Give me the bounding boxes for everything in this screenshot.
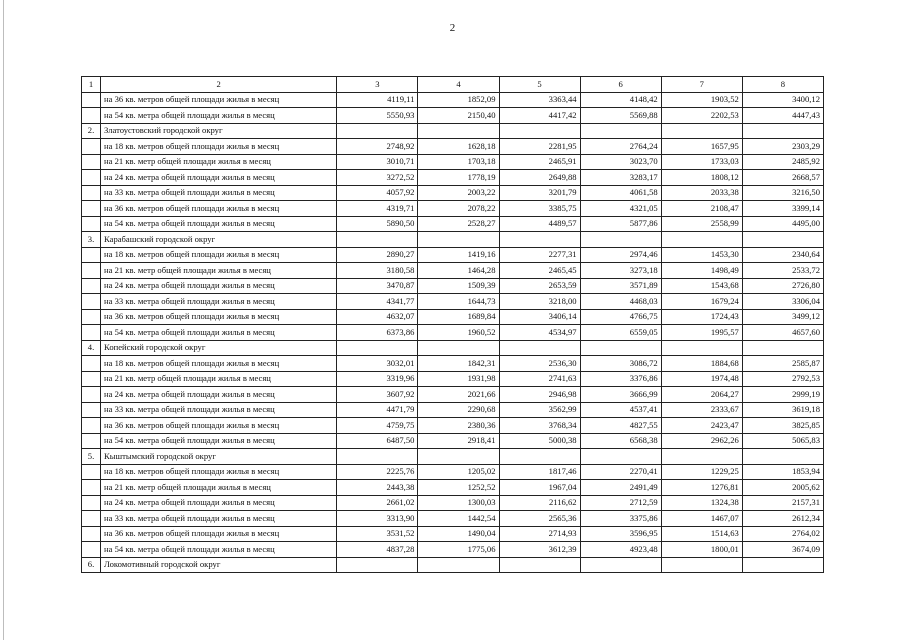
empty-cell: [742, 340, 823, 356]
empty-cell: [82, 464, 101, 480]
table-row: [82, 464, 824, 480]
header-cell: 1: [82, 77, 101, 93]
value-cell: 4119,11: [337, 92, 418, 108]
table-row: [82, 356, 824, 372]
value-cell: 4061,58: [580, 185, 661, 201]
value-cell: 2225,76: [337, 464, 418, 480]
header-cell: 7: [661, 77, 742, 93]
section-index: 3.: [82, 232, 101, 248]
value-cell: 4632,07: [337, 309, 418, 325]
empty-cell: [418, 557, 499, 573]
empty-cell: [82, 139, 101, 155]
value-cell: 2661,02: [337, 495, 418, 511]
value-cell: 1252,52: [418, 480, 499, 496]
value-cell: 2946,98: [499, 387, 580, 403]
empty-cell: [580, 449, 661, 465]
value-cell: 1852,09: [418, 92, 499, 108]
table-row: [82, 309, 824, 325]
value-cell: 1205,02: [418, 464, 499, 480]
value-cell: 2918,41: [418, 433, 499, 449]
section-row: [82, 232, 824, 248]
empty-cell: [418, 340, 499, 356]
value-cell: 3216,50: [742, 185, 823, 201]
tariff-table-body: [82, 77, 824, 573]
value-cell: 2585,87: [742, 356, 823, 372]
value-cell: 4766,75: [580, 309, 661, 325]
empty-cell: [580, 123, 661, 139]
value-cell: 1657,95: [661, 139, 742, 155]
row-label: на 18 кв. метров общей площади жилья в месяц: [101, 464, 337, 480]
value-cell: 1514,63: [661, 526, 742, 542]
section-index: 5.: [82, 449, 101, 465]
section-title: Златоустовский городской округ: [101, 123, 337, 139]
value-cell: 2202,53: [661, 108, 742, 124]
section-index: 4.: [82, 340, 101, 356]
value-cell: 1300,03: [418, 495, 499, 511]
empty-cell: [499, 340, 580, 356]
row-label: на 21 кв. метр общей площади жилья в месяц: [101, 263, 337, 279]
value-cell: 2668,57: [742, 170, 823, 186]
table-row: [82, 92, 824, 108]
section-title: Карабашский городской округ: [101, 232, 337, 248]
value-cell: 3562,99: [499, 402, 580, 418]
value-cell: 2333,67: [661, 402, 742, 418]
value-cell: 2890,27: [337, 247, 418, 263]
empty-cell: [742, 232, 823, 248]
empty-cell: [418, 123, 499, 139]
value-cell: 1229,25: [661, 464, 742, 480]
value-cell: 3376,86: [580, 371, 661, 387]
empty-cell: [82, 247, 101, 263]
value-cell: 4923,48: [580, 542, 661, 558]
value-cell: 2741,63: [499, 371, 580, 387]
value-cell: 1960,52: [418, 325, 499, 341]
value-cell: 5890,50: [337, 216, 418, 232]
header-cell: 6: [580, 77, 661, 93]
value-cell: 1543,68: [661, 278, 742, 294]
row-label: на 21 кв. метр общей площади жилья в месяц: [101, 371, 337, 387]
value-cell: 1419,16: [418, 247, 499, 263]
row-label: на 54 кв. метра общей площади жилья в месяц: [101, 433, 337, 449]
value-cell: 1903,52: [661, 92, 742, 108]
value-cell: 4489,57: [499, 216, 580, 232]
value-cell: 1324,38: [661, 495, 742, 511]
empty-cell: [82, 309, 101, 325]
empty-cell: [661, 557, 742, 573]
value-cell: 3086,72: [580, 356, 661, 372]
value-cell: 2157,31: [742, 495, 823, 511]
value-cell: 3375,86: [580, 511, 661, 527]
value-cell: 2999,19: [742, 387, 823, 403]
table-row: [82, 433, 824, 449]
empty-cell: [661, 232, 742, 248]
value-cell: 4417,42: [499, 108, 580, 124]
value-cell: 4341,77: [337, 294, 418, 310]
empty-cell: [82, 402, 101, 418]
value-cell: 4495,00: [742, 216, 823, 232]
empty-cell: [661, 340, 742, 356]
value-cell: 4537,41: [580, 402, 661, 418]
row-label: на 54 кв. метра общей площади жилья в месяц: [101, 325, 337, 341]
table-row: [82, 402, 824, 418]
empty-cell: [580, 340, 661, 356]
value-cell: 3499,12: [742, 309, 823, 325]
value-cell: 3531,52: [337, 526, 418, 542]
section-title: Кыштымский городской округ: [101, 449, 337, 465]
empty-cell: [418, 449, 499, 465]
value-cell: 2465,45: [499, 263, 580, 279]
value-cell: 1276,81: [661, 480, 742, 496]
row-label: на 18 кв. метров общей площади жилья в месяц: [101, 356, 337, 372]
value-cell: 2108,47: [661, 201, 742, 217]
value-cell: 2653,59: [499, 278, 580, 294]
value-cell: 3768,34: [499, 418, 580, 434]
empty-cell: [82, 294, 101, 310]
value-cell: 2558,99: [661, 216, 742, 232]
empty-cell: [82, 108, 101, 124]
table-row: [82, 201, 824, 217]
empty-cell: [82, 526, 101, 542]
empty-cell: [499, 449, 580, 465]
value-cell: 2380,36: [418, 418, 499, 434]
value-cell: 3571,89: [580, 278, 661, 294]
empty-cell: [82, 356, 101, 372]
section-row: [82, 340, 824, 356]
value-cell: 1490,04: [418, 526, 499, 542]
value-cell: 6559,05: [580, 325, 661, 341]
empty-cell: [499, 557, 580, 573]
value-cell: 4319,71: [337, 201, 418, 217]
empty-cell: [82, 542, 101, 558]
empty-cell: [82, 480, 101, 496]
value-cell: 4471,79: [337, 402, 418, 418]
empty-cell: [82, 201, 101, 217]
value-cell: 1464,28: [418, 263, 499, 279]
section-index: 6.: [82, 557, 101, 573]
empty-cell: [337, 449, 418, 465]
value-cell: 4148,42: [580, 92, 661, 108]
table-row: [82, 526, 824, 542]
value-cell: 2005,62: [742, 480, 823, 496]
empty-cell: [499, 232, 580, 248]
table-row: [82, 325, 824, 341]
table-header-row: [82, 77, 824, 93]
row-label: на 36 кв. метров общей площади жилья в месяц: [101, 309, 337, 325]
value-cell: 1689,84: [418, 309, 499, 325]
value-cell: 1733,03: [661, 154, 742, 170]
value-cell: 2465,91: [499, 154, 580, 170]
empty-cell: [82, 92, 101, 108]
value-cell: 2726,80: [742, 278, 823, 294]
value-cell: 1800,01: [661, 542, 742, 558]
value-cell: 3283,17: [580, 170, 661, 186]
value-cell: 3313,90: [337, 511, 418, 527]
value-cell: 1775,06: [418, 542, 499, 558]
value-cell: 4827,55: [580, 418, 661, 434]
value-cell: 6568,38: [580, 433, 661, 449]
value-cell: 2340,64: [742, 247, 823, 263]
value-cell: 2612,34: [742, 511, 823, 527]
value-cell: 1974,48: [661, 371, 742, 387]
value-cell: 3272,52: [337, 170, 418, 186]
empty-cell: [337, 557, 418, 573]
value-cell: 3406,14: [499, 309, 580, 325]
empty-cell: [82, 433, 101, 449]
value-cell: 2565,36: [499, 511, 580, 527]
value-cell: 1628,18: [418, 139, 499, 155]
page-number: 2: [449, 22, 456, 34]
row-label: на 24 кв. метра общей площади жилья в месяц: [101, 495, 337, 511]
value-cell: 2281,95: [499, 139, 580, 155]
table-row: [82, 542, 824, 558]
row-label: на 54 кв. метра общей площади жилья в месяц: [101, 108, 337, 124]
empty-cell: [82, 511, 101, 527]
empty-cell: [82, 154, 101, 170]
value-cell: 3218,00: [499, 294, 580, 310]
empty-cell: [580, 232, 661, 248]
empty-cell: [742, 557, 823, 573]
empty-cell: [499, 123, 580, 139]
table-row: [82, 247, 824, 263]
value-cell: 2064,27: [661, 387, 742, 403]
empty-cell: [82, 263, 101, 279]
value-cell: 1853,94: [742, 464, 823, 480]
table-row: [82, 139, 824, 155]
scan-edge-line: [3, 0, 4, 640]
section-title: Копейский городской округ: [101, 340, 337, 356]
value-cell: 3612,39: [499, 542, 580, 558]
table-row: [82, 495, 824, 511]
value-cell: 4321,05: [580, 201, 661, 217]
value-cell: 2443,38: [337, 480, 418, 496]
value-cell: 1808,12: [661, 170, 742, 186]
row-label: на 33 кв. метра общей площади жилья в месяц: [101, 294, 337, 310]
value-cell: 2962,26: [661, 433, 742, 449]
row-label: на 18 кв. метров общей площади жилья в месяц: [101, 139, 337, 155]
empty-cell: [661, 123, 742, 139]
value-cell: 1679,24: [661, 294, 742, 310]
header-cell: 3: [337, 77, 418, 93]
value-cell: 1498,49: [661, 263, 742, 279]
row-label: на 18 кв. метров общей площади жилья в месяц: [101, 247, 337, 263]
value-cell: 2277,31: [499, 247, 580, 263]
value-cell: 1931,98: [418, 371, 499, 387]
value-cell: 4057,92: [337, 185, 418, 201]
value-cell: 4837,28: [337, 542, 418, 558]
table-row: [82, 511, 824, 527]
table-row: [82, 154, 824, 170]
value-cell: 2150,40: [418, 108, 499, 124]
value-cell: 2528,27: [418, 216, 499, 232]
table-row: [82, 216, 824, 232]
section-row: [82, 449, 824, 465]
value-cell: 3306,04: [742, 294, 823, 310]
value-cell: 3273,18: [580, 263, 661, 279]
value-cell: 2792,53: [742, 371, 823, 387]
value-cell: 3825,85: [742, 418, 823, 434]
value-cell: 2764,24: [580, 139, 661, 155]
empty-cell: [82, 170, 101, 186]
value-cell: 3399,14: [742, 201, 823, 217]
value-cell: 2536,30: [499, 356, 580, 372]
row-label: на 21 кв. метр общей площади жилья в месяц: [101, 154, 337, 170]
row-label: на 33 кв. метра общей площади жилья в месяц: [101, 185, 337, 201]
value-cell: 1778,19: [418, 170, 499, 186]
table-row: [82, 371, 824, 387]
row-label: на 36 кв. метров общей площади жилья в месяц: [101, 201, 337, 217]
value-cell: 6373,86: [337, 325, 418, 341]
row-label: на 36 кв. метров общей площади жилья в месяц: [101, 92, 337, 108]
value-cell: 4657,60: [742, 325, 823, 341]
table-row: [82, 294, 824, 310]
empty-cell: [82, 216, 101, 232]
empty-cell: [82, 185, 101, 201]
value-cell: 1467,07: [661, 511, 742, 527]
table-row: [82, 278, 824, 294]
row-label: на 24 кв. метра общей площади жилья в месяц: [101, 387, 337, 403]
value-cell: 3596,95: [580, 526, 661, 542]
section-row: [82, 557, 824, 573]
section-row: [82, 123, 824, 139]
value-cell: 2290,68: [418, 402, 499, 418]
value-cell: 3400,12: [742, 92, 823, 108]
table-row: [82, 108, 824, 124]
row-label: на 24 кв. метра общей площади жилья в месяц: [101, 170, 337, 186]
value-cell: 3023,70: [580, 154, 661, 170]
value-cell: 2270,41: [580, 464, 661, 480]
value-cell: 2491,49: [580, 480, 661, 496]
empty-cell: [337, 123, 418, 139]
row-label: на 33 кв. метра общей площади жилья в месяц: [101, 402, 337, 418]
value-cell: 3666,99: [580, 387, 661, 403]
empty-cell: [661, 449, 742, 465]
section-index: 2.: [82, 123, 101, 139]
value-cell: 1995,57: [661, 325, 742, 341]
empty-cell: [337, 232, 418, 248]
value-cell: 4759,75: [337, 418, 418, 434]
value-cell: 1842,31: [418, 356, 499, 372]
table-row: [82, 418, 824, 434]
section-title: Локомотивный городской округ: [101, 557, 337, 573]
row-label: на 36 кв. метров общей площади жилья в месяц: [101, 526, 337, 542]
value-cell: 4534,97: [499, 325, 580, 341]
row-label: на 21 кв. метр общей площади жилья в месяц: [101, 480, 337, 496]
value-cell: 1509,39: [418, 278, 499, 294]
empty-cell: [82, 325, 101, 341]
value-cell: 5569,88: [580, 108, 661, 124]
value-cell: 2533,72: [742, 263, 823, 279]
value-cell: 2764,02: [742, 526, 823, 542]
header-cell: 8: [742, 77, 823, 93]
header-cell: 2: [101, 77, 337, 93]
value-cell: 2485,92: [742, 154, 823, 170]
value-cell: 1644,73: [418, 294, 499, 310]
value-cell: 2021,66: [418, 387, 499, 403]
value-cell: 1967,04: [499, 480, 580, 496]
value-cell: 1442,54: [418, 511, 499, 527]
value-cell: 2714,93: [499, 526, 580, 542]
value-cell: 3385,75: [499, 201, 580, 217]
value-cell: 1453,30: [661, 247, 742, 263]
value-cell: 3607,92: [337, 387, 418, 403]
value-cell: 3470,87: [337, 278, 418, 294]
header-cell: 5: [499, 77, 580, 93]
value-cell: 2033,38: [661, 185, 742, 201]
value-cell: 2649,88: [499, 170, 580, 186]
empty-cell: [742, 449, 823, 465]
value-cell: 2303,29: [742, 139, 823, 155]
row-label: на 36 кв. метров общей площади жилья в месяц: [101, 418, 337, 434]
value-cell: 4447,43: [742, 108, 823, 124]
empty-cell: [82, 278, 101, 294]
value-cell: 3010,71: [337, 154, 418, 170]
value-cell: 4468,03: [580, 294, 661, 310]
value-cell: 3619,18: [742, 402, 823, 418]
value-cell: 1703,18: [418, 154, 499, 170]
value-cell: 3032,01: [337, 356, 418, 372]
table-row: [82, 263, 824, 279]
value-cell: 2712,59: [580, 495, 661, 511]
table-row: [82, 387, 824, 403]
value-cell: 3363,44: [499, 92, 580, 108]
value-cell: 5000,38: [499, 433, 580, 449]
empty-cell: [82, 387, 101, 403]
value-cell: 2116,62: [499, 495, 580, 511]
value-cell: 1884,68: [661, 356, 742, 372]
value-cell: 2003,22: [418, 185, 499, 201]
row-label: на 54 кв. метра общей площади жилья в месяц: [101, 542, 337, 558]
empty-cell: [82, 371, 101, 387]
empty-cell: [82, 418, 101, 434]
empty-cell: [418, 232, 499, 248]
value-cell: 3201,79: [499, 185, 580, 201]
value-cell: 2748,92: [337, 139, 418, 155]
empty-cell: [742, 123, 823, 139]
value-cell: 2423,47: [661, 418, 742, 434]
empty-cell: [580, 557, 661, 573]
value-cell: 3674,09: [742, 542, 823, 558]
header-cell: 4: [418, 77, 499, 93]
value-cell: 1724,43: [661, 309, 742, 325]
empty-cell: [82, 495, 101, 511]
value-cell: 6487,50: [337, 433, 418, 449]
value-cell: 3319,96: [337, 371, 418, 387]
value-cell: 5550,93: [337, 108, 418, 124]
value-cell: 5065,83: [742, 433, 823, 449]
table-row: [82, 185, 824, 201]
value-cell: 5877,86: [580, 216, 661, 232]
tariff-table: [81, 76, 824, 573]
empty-cell: [337, 340, 418, 356]
value-cell: 2974,46: [580, 247, 661, 263]
row-label: на 24 кв. метра общей площади жилья в месяц: [101, 278, 337, 294]
value-cell: 2078,22: [418, 201, 499, 217]
table-row: [82, 170, 824, 186]
row-label: на 33 кв. метра общей площади жилья в месяц: [101, 511, 337, 527]
row-label: на 54 кв. метра общей площади жилья в месяц: [101, 216, 337, 232]
value-cell: 1817,46: [499, 464, 580, 480]
value-cell: 3180,58: [337, 263, 418, 279]
table-row: [82, 480, 824, 496]
